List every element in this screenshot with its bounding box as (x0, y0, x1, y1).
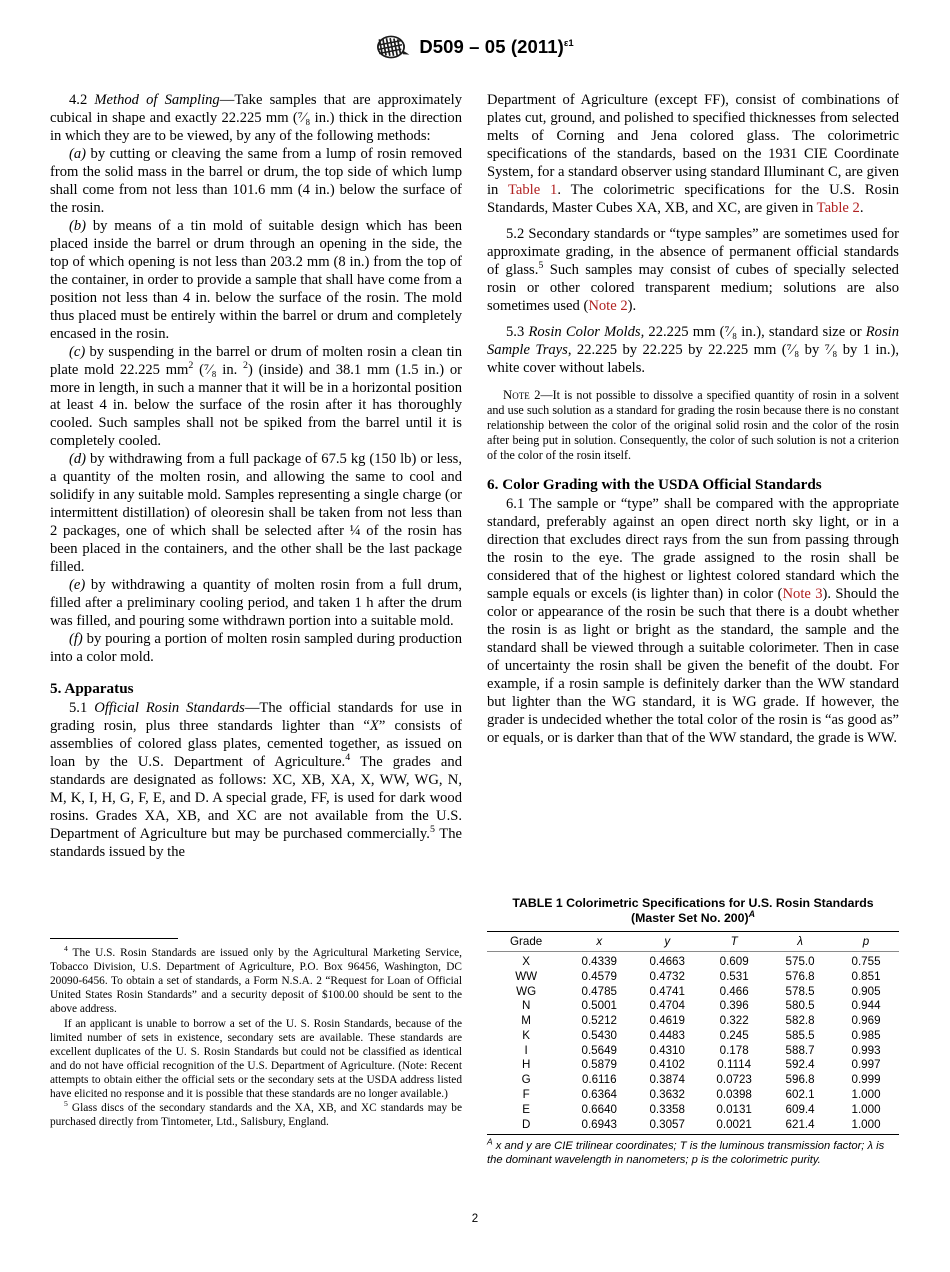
cell-value: 0.997 (851, 1058, 881, 1072)
paragraph-5-2: 5.2 Secondary standards or “type samples” are sometimes used for approximate grading, in the absence of permanent official standards of glass.$^5$ Such samples may consist of cubes of specially selected rosin or other colored transparent medium; solutions are also sometimes used (Note 2). (487, 225, 899, 314)
cell-value: 0.4310 (649, 1043, 685, 1057)
cell-grade: WG (516, 984, 537, 998)
table-1 (487, 931, 899, 1135)
note-2-link[interactable]: Note 2 (588, 297, 628, 314)
cell-grade: F (522, 1088, 530, 1102)
cell-value: 0.396 (719, 999, 749, 1013)
cell-value: 0.993 (851, 1043, 881, 1057)
table-1-body (487, 951, 899, 1135)
table-row (487, 1087, 899, 1102)
cell-value: 588.7 (785, 1043, 815, 1057)
table-1-caption: TABLE 1 Colorimetric Specifications for U.S. Rosin Standards (Master Set No. 200)$^A$ (512, 896, 874, 925)
table-1-link[interactable]: Table 1 (507, 181, 558, 198)
cell-value: 0.985 (851, 1028, 881, 1042)
cell-value: 1.000 (851, 1102, 881, 1116)
paragraph-c: (c) by suspending in the barrel or drum of molten rosin a clean tin plate mold 22.225 $mm^2$ (⁷⁄₈ in. $^2$) (inside) and 38.1 mm (1.5 in.) or more in length, in such a manner that it will be in a horizontal position at least 4 in. below the surface of the rosin after it has thoroughly cooled. Such samples shall not be spiked from the barrel until it is completely cooled. (50, 343, 462, 450)
cell-value: 576.8 (785, 969, 815, 983)
cell-value: 0.851 (851, 969, 881, 983)
footnotes-block (50, 938, 462, 1129)
footnote-separator-rule (50, 938, 178, 939)
table-row (487, 969, 899, 984)
cell-value: 0.0398 (716, 1088, 752, 1102)
column-header-y: y (633, 932, 701, 952)
cell-value: 621.4 (785, 1117, 815, 1131)
paragraph-d: (d) by withdrawing from a full package of 67.5 kg (150 lb) or less, a quantity of the molten rosin, and allowing the same to cool and solidify in any suitable mold. Samples representing a single charge (or intermittent distillation) of oleoresin shall be taken from not less than 2 packages, one of which shall be selected after ¼ of the rosin has been placed in the containers, and the other shall be the last package filled. (50, 451, 462, 576)
table-row (487, 1102, 899, 1117)
table-header-row (487, 932, 899, 952)
cell-value: 575.0 (785, 955, 815, 968)
cell-value: 0.178 (719, 1043, 749, 1057)
paragraph-f: (f) by pouring a portion of molten rosin sampled during production into a color mold. (50, 631, 462, 666)
cell-value: 0.4102 (649, 1058, 685, 1072)
cell-value: 0.3874 (649, 1073, 685, 1087)
cell-value: 592.4 (785, 1058, 815, 1072)
cell-grade: E (522, 1102, 530, 1116)
footnote-item: $^4$ The U.S. Rosin Standards are issued only by the Agricultural Marketing Service, Tobacco Division, U.S. Department of Agriculture, P.O. Box 96456, Washington, DC 20090-6456. To obtain a set of standards, a Form N.S.A. 2 “Request for Loan of Official United States Rosin Standards” and a security deposit of $100.00 should be sent to the above address. (50, 944, 462, 1016)
cell-value: 0.0723 (716, 1073, 752, 1087)
cell-value: 0.5212 (581, 1014, 617, 1028)
column-header-t: T (701, 932, 767, 952)
footnote-ref-4[interactable]: 4 (345, 752, 351, 764)
cell-value: 0.4483 (649, 1028, 685, 1042)
astm-logo-icon (376, 34, 410, 60)
cell-value: 0.4704 (649, 999, 685, 1013)
paragraph-b: (b) by means of a tin mold of suitable design which has been placed inside the barrel or drum through an opening in the side, the top of which opening is not less than 203.2 mm (8 in.) from the top of the container, in order to provide a sample that shall have come from a position not less than 4 in. below the surface of the rosin. The mold thus placed must be entirely within the barrel or drum and completely encased in the rosin. (50, 217, 462, 342)
cell-value: 0.6364 (581, 1088, 617, 1102)
table-footnote-ref-a[interactable]: A (748, 908, 755, 919)
cell-value: 0.0131 (716, 1102, 752, 1116)
cell-value: 0.5430 (581, 1028, 617, 1042)
cell-value: 580.5 (785, 999, 815, 1013)
cell-value: 0.466 (719, 984, 749, 998)
cell-value: 0.6116 (581, 1073, 617, 1087)
table-row (487, 1058, 899, 1073)
cell-value: 585.5 (785, 1028, 815, 1042)
paragraph-4-2: 4.2 Method of Sampling—Take samples that are approximately cubical in shape and exactly 22.225 mm (⁷⁄₈ in.) thick in the direction in which they are to be viewed, by any of the following methods: (50, 92, 462, 144)
paragraph-6-1: 6.1 The sample or “type” shall be compared with the appropriate standard, preferably against an open direct north sky light, or in a direction that excludes direct rays from the sun from passing through the rosin to the eye. The grade assigned to the rosin shall be considered that of the highest or lightest colored standard which the sample equals or excels (is lighter than) in color (Note 3). Should the color or appearance of the rosin be such that there is a doubt whether the rosin is as light or bright as the standard, the sample and the standard shall be viewed through a suitable colorimeter. Then in case of uncertainty the rosin shall be given the benefit of the doubt. For example, if a rosin sample is definitely darker than the WW standard but lighter than the WG standard, it is WG grade. If however, the grader is undecided whether the total color of the rosin is “as good as” or equals, or is darker than that of the WW standard, the grade is WW. (487, 496, 899, 746)
table-row (487, 1043, 899, 1058)
cell-value: 0.5001 (581, 999, 617, 1013)
cell-grade: D (521, 1117, 531, 1131)
page-number: 2 (471, 1213, 479, 1225)
cell-value: 0.999 (851, 1073, 881, 1087)
cell-grade: K (522, 1028, 530, 1042)
cell-value: 0.245 (719, 1028, 749, 1042)
paragraph-5-3-title-1: Rosin Color Molds, (528, 323, 645, 340)
note-2-label: Note 2 (503, 387, 541, 402)
paragraph-5-3-title-2: Rosin Sample Trays (487, 323, 900, 358)
cell-value: 0.4339 (581, 955, 617, 968)
cell-value: 0.969 (851, 1014, 881, 1028)
paragraph-5-1-title: Official Rosin Standards (94, 700, 245, 717)
cell-value: 0.905 (851, 984, 881, 998)
cell-value: 0.5879 (581, 1058, 617, 1072)
paragraph-5-3: 5.3 Rosin Color Molds, 22.225 mm (⁷⁄₈ in.), standard size or Rosin Sample Trays, 22.225 by 22.225 by 22.225 mm (⁷⁄₈ by ⁷⁄₈ by 1 in.), white cover without labels. (487, 323, 900, 376)
cell-value: 0.609 (719, 955, 749, 968)
cell-value: 0.0021 (716, 1117, 752, 1131)
cell-value: 0.755 (851, 955, 881, 968)
cell-value: 578.5 (785, 984, 815, 998)
footnote-item: $^5$ Glass discs of the secondary standards and the XA, XB, and XC standards may be purchased directly from Tintometer, Ltd., Salisbury, England. (50, 1099, 462, 1129)
footnote-ref-5[interactable]: 5 (538, 259, 544, 271)
cell-value: 1.000 (851, 1117, 881, 1131)
cell-grade: M (521, 1014, 531, 1028)
cell-value: 609.4 (785, 1102, 815, 1116)
cell-value: 0.1114 (717, 1058, 752, 1072)
table-row (487, 984, 899, 999)
cell-grade: X (522, 955, 530, 968)
section-heading-5: 5. Apparatus (50, 680, 134, 697)
table-2-link[interactable]: Table 2 (816, 199, 860, 216)
cell-value: 0.4785 (581, 984, 617, 998)
paragraph-4-2-title: Method of Sampling (94, 92, 220, 108)
footnote-ref-5[interactable]: 5 (429, 824, 435, 836)
cell-value: 0.6640 (581, 1102, 617, 1116)
cell-value: 0.3632 (649, 1088, 685, 1102)
table-row (487, 1117, 899, 1135)
footnote-item: If an applicant is unable to borrow a set of the U. S. Rosin Standards, because of the limited number of sets in existence, secondary sets are available. These standards are excellent duplicates of the U. S. Rosin Standards but could not be classified as identical and do not have official recognition of the U.S. Department of Agriculture. (Note: Recent attempts to obtain either the official sets or the secondary sets at the USDA address listed have elicited no response and it is possible that these standards are no longer available.) (50, 1017, 462, 1101)
table-row (487, 1028, 899, 1043)
table-row (487, 951, 899, 969)
cell-value: 0.4741 (649, 984, 685, 998)
column-header-lambda: λ (767, 932, 833, 952)
cell-value: 582.8 (785, 1014, 815, 1028)
cell-grade: G (521, 1073, 531, 1087)
table-row (487, 1013, 899, 1028)
cell-grade: H (521, 1058, 531, 1072)
table-row (487, 998, 899, 1013)
left-text-column (50, 92, 462, 862)
paragraph-5-1: 5.1 Official Rosin Standards—The official standards for use in grading rosin, plus three standards lighter than “X” consists of assemblies of colored glass plates, cemented together, as issued on loan by the U.S. Department of Agriculture.$^4$ The grades and standards are designated as follows: XC, XB, XA, X, WW, WG, N, M, K, I, H, G, F, E, and D. A special grade, FF, is used for dark wood rosins. Grades XA, XB, and XC are not available from the U.S. Department of Agriculture but may be purchased commercially.$^5$ The standards issued by the (50, 700, 463, 860)
cell-grade: I (524, 1043, 528, 1057)
table-row (487, 1072, 899, 1087)
cell-value: 0.944 (851, 999, 881, 1013)
cell-value: 0.531 (719, 969, 749, 983)
cell-value: 0.4732 (649, 969, 685, 983)
section-heading-6: 6. Color Grading with the USDA Official Standards (487, 476, 822, 494)
cell-value: 602.1 (785, 1088, 815, 1102)
cell-value: 0.5649 (581, 1043, 617, 1057)
cell-value: 0.4579 (581, 969, 617, 983)
note-2-block: Note 2—It is not possible to dissolve a specified quantity of rosin in a solvent and use such solution as a standard for grading the rosin because there is no constant relationship between the color of the original solid rosin and the color of the rosin after being put in solution. Consequently, the color of such solution is not a criterion of the color of the rosin itself. (487, 387, 900, 463)
column-header-x: x (565, 932, 633, 952)
cell-value: 0.6943 (581, 1117, 617, 1131)
cell-value: 1.000 (851, 1088, 881, 1102)
document-designation: D509 – 05 $(2011)^{\varepsilon 1}$ (419, 36, 574, 57)
cell-value: 0.4619 (649, 1014, 685, 1028)
paragraph-e: (e) by withdrawing a quantity of molten rosin from a full drum, filled after a preliminary cooling period, and taken 1 h after the drum was filled, and pouring some withdrawn portion into a suitable mold. (50, 577, 462, 630)
cell-value: 0.4663 (649, 955, 685, 968)
table-1-container (487, 896, 899, 1167)
cell-value: 0.3358 (649, 1102, 685, 1116)
table-1-footnote: $^A$ x and y are CIE trilinear coordinates; T is the luminous transmission factor; λ is the dominant wavelength in nanometers; p is the colorimetric purity. (487, 1136, 885, 1167)
column-header-grade: Grade (487, 932, 565, 952)
cell-grade: N (521, 999, 531, 1013)
paragraph-5-1-continued: Department of Agriculture (except FF), consist of combinations of plates cut, ground, and polished to specified thicknesses from selected melts of Corning and Jena colored glass. The colorimetric specifications of the standards, based on the 1931 CIE Coordinate System, for a standard observer using standard Illuminant C, are given in Table 1. The colorimetric specifications for the U.S. Rosin Standards, Master Cubes XA, XB, and XC, are given in Table 2. (487, 92, 899, 216)
page-header (0, 34, 950, 60)
paragraph-a: (a) by cutting or cleaving the same from a lump of rosin removed from the solid mass in the barrel or drum, the top side of which lump shall come from not less than 101.6 mm (4 in.) below the surface of the rosin. (50, 145, 462, 216)
cell-value: 0.3057 (649, 1117, 685, 1131)
note-3-link[interactable]: Note 3 (782, 586, 823, 603)
cell-value: 596.8 (785, 1073, 815, 1087)
cell-value: 0.322 (719, 1014, 749, 1028)
cell-grade: WW (515, 969, 538, 983)
column-header-p: p (833, 932, 899, 952)
right-text-column (487, 92, 899, 748)
